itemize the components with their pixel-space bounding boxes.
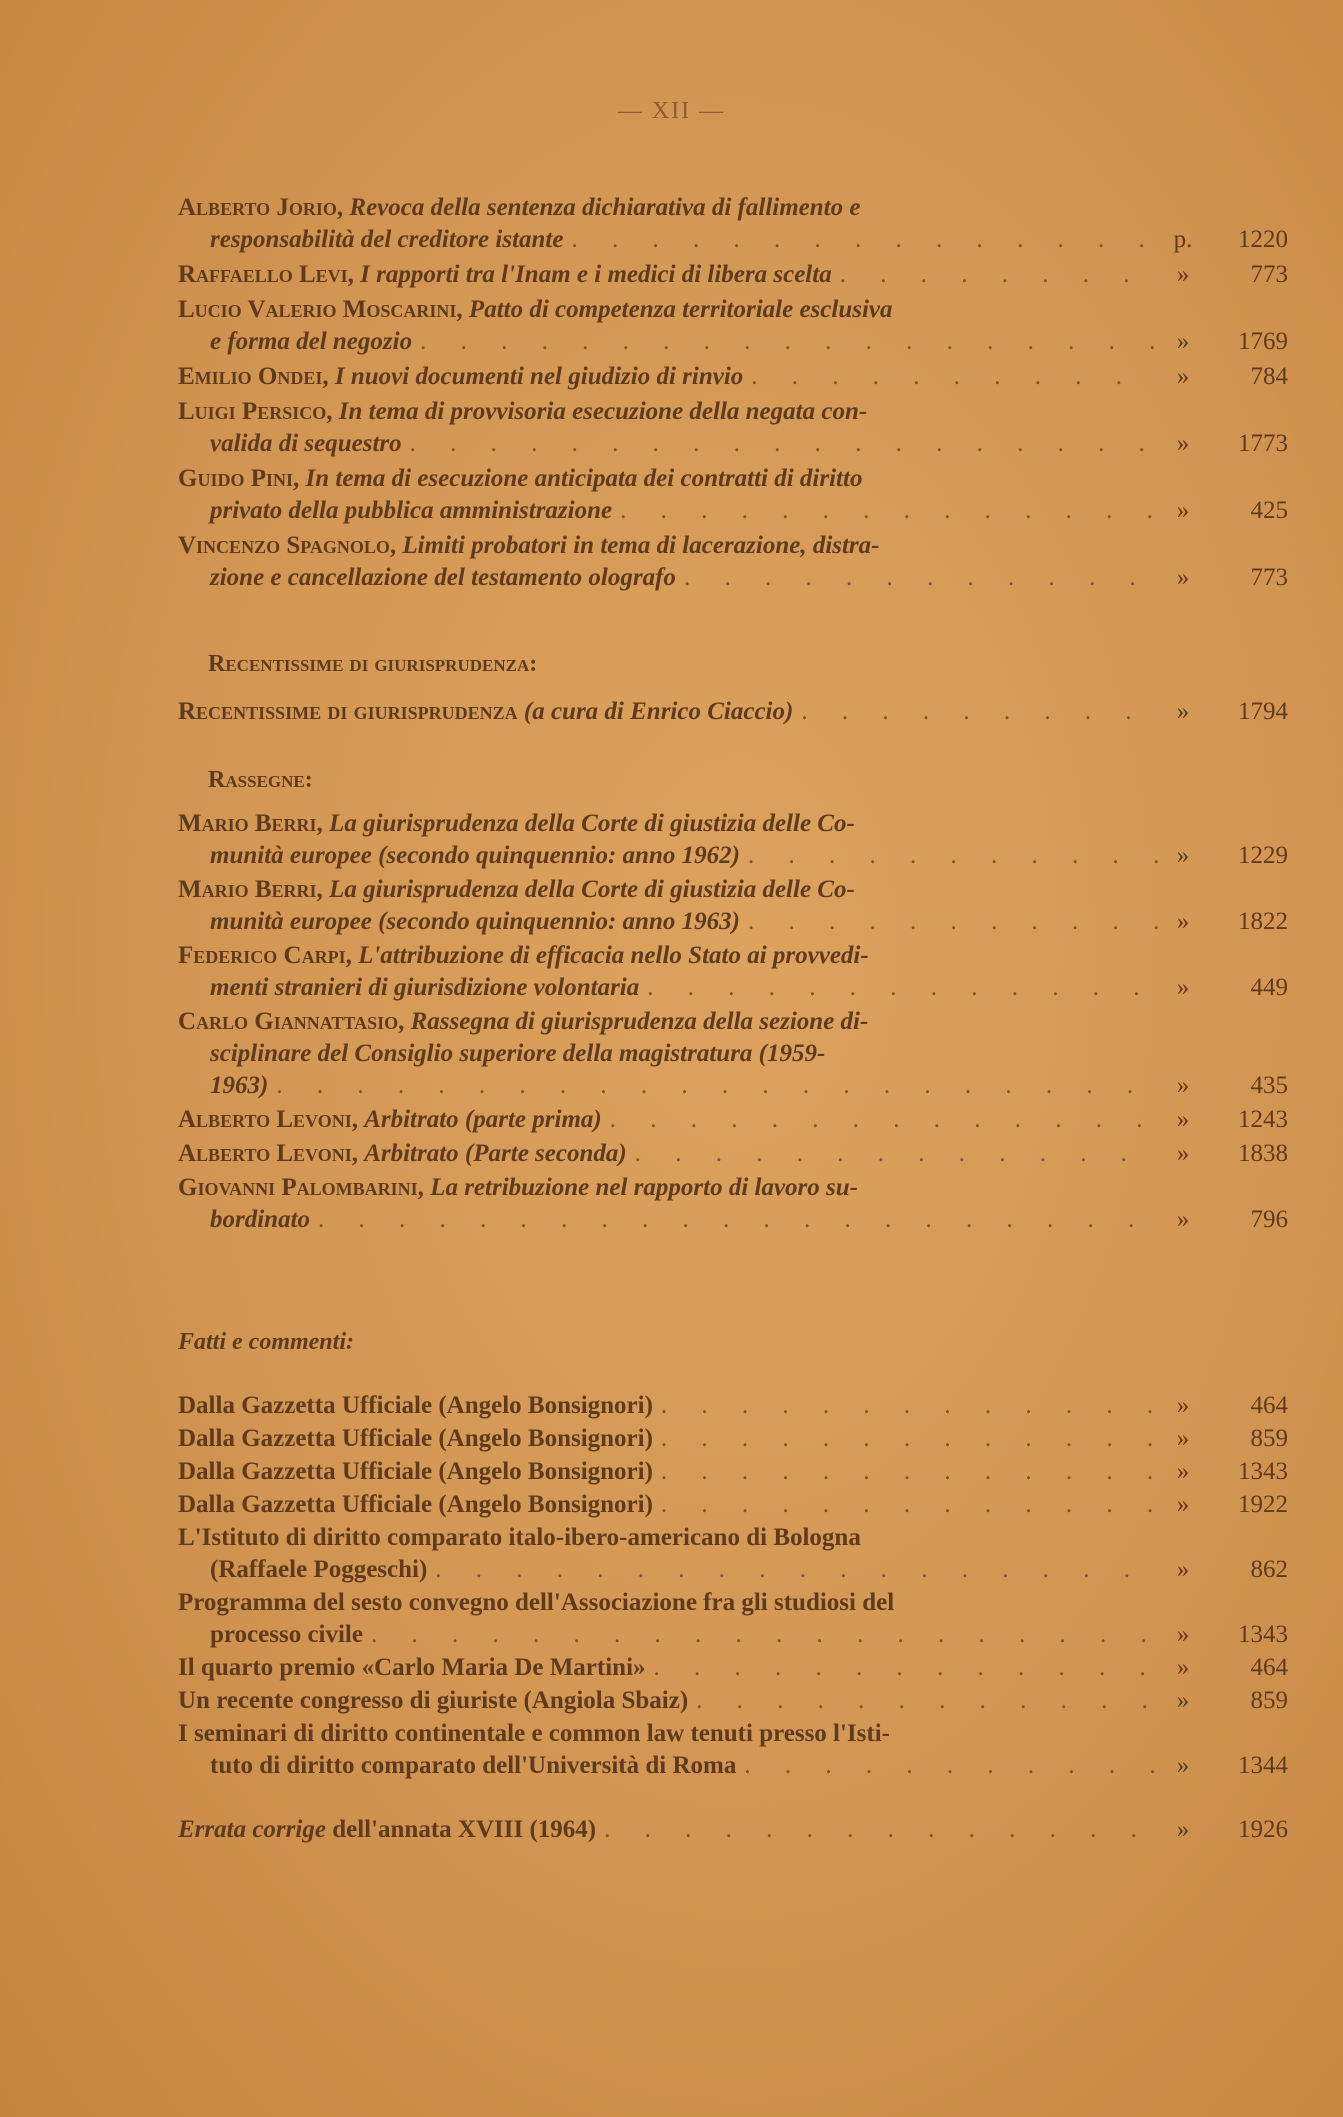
entry-title: Arbitrato (Parte seconda) — [364, 1140, 627, 1167]
entry-author: Mario Berri, — [178, 876, 323, 903]
entry-text — [210, 1619, 363, 1651]
entry-title: I rapporti tra l'Inam e i medici di libera scelta — [360, 261, 832, 288]
page-number: 1822 — [1238, 908, 1288, 935]
entry-text — [178, 808, 855, 840]
toc-entry — [178, 530, 1288, 594]
toc-entry — [178, 1489, 1288, 1521]
dot-leader — [740, 906, 1158, 938]
entry-line — [178, 1138, 1288, 1170]
section-heading: Fatti e commenti: — [178, 1329, 354, 1355]
page-marker: » — [1176, 1816, 1190, 1843]
entry-text — [178, 1685, 688, 1717]
toc-entry — [178, 1652, 1288, 1684]
entry-title: (a cura di Enrico Ciaccio) — [523, 698, 794, 725]
page-number: 435 — [1250, 1072, 1288, 1099]
page-number: 862 — [1250, 1556, 1288, 1583]
page-marker: » — [1176, 1392, 1190, 1419]
page-marker: » — [1176, 974, 1190, 1001]
toc-entry — [178, 1718, 1288, 1782]
toc-entry — [178, 361, 1288, 393]
page-number: 1838 — [1238, 1140, 1288, 1167]
entry-title: munità europee (secondo quinquennio: anno 1962) — [210, 842, 740, 869]
entry-line — [178, 1587, 1288, 1619]
section-heading: Recentissime di giurisprudenza: — [208, 651, 538, 677]
toc-entry — [178, 874, 1288, 938]
entry-text — [178, 874, 855, 906]
page-number: 1922 — [1238, 1491, 1288, 1518]
section-heading: Rassegne: — [208, 767, 313, 793]
toc-entry — [178, 1104, 1288, 1136]
entry-line — [178, 696, 1288, 728]
entry-title: munità europee (secondo quinquennio: anno 1963) — [210, 908, 740, 935]
entry-author: Federico Carpi, — [178, 942, 352, 969]
entry-text — [210, 1204, 310, 1236]
entry-text — [210, 972, 639, 1004]
entry-text — [210, 1038, 825, 1070]
page-number: 449 — [1250, 974, 1288, 1001]
entry-line — [178, 224, 1288, 256]
dot-leader — [653, 1489, 1158, 1521]
entry-text — [178, 1006, 868, 1038]
entry-line — [178, 874, 1288, 906]
entry-line — [178, 940, 1288, 972]
page-marker: » — [1176, 328, 1190, 355]
page-marker: » — [1176, 1106, 1190, 1133]
entry-line — [178, 1489, 1288, 1521]
page-number: 784 — [1250, 363, 1288, 390]
dot-leader — [736, 1750, 1158, 1782]
entry-author: Vincenzo Spagnolo, — [178, 532, 397, 559]
entry-title: Dalla Gazzetta Ufficiale (Angelo Bonsignori) — [178, 1392, 653, 1419]
entry-text — [178, 1489, 653, 1521]
entry-title: In tema di provvisoria esecuzione della negata con- — [338, 398, 868, 425]
entry-text — [178, 1172, 858, 1204]
entry-title: Revoca della sentenza dichiarativa di fallimento e — [349, 194, 861, 221]
dot-leader — [653, 1423, 1158, 1455]
entry-text — [178, 294, 893, 326]
entry-line — [178, 1006, 1288, 1038]
entry-line — [178, 1038, 1288, 1070]
entry-line — [178, 1685, 1288, 1717]
entry-text — [178, 192, 860, 224]
entry-title: Limiti probatori in tema di lacerazione, distra- — [402, 532, 880, 559]
dot-leader — [268, 1070, 1158, 1102]
entry-line — [178, 1554, 1288, 1586]
page-number: 796 — [1250, 1206, 1288, 1233]
toc-entry — [178, 696, 1288, 728]
dot-leader — [832, 259, 1158, 291]
dot-leader — [596, 1814, 1158, 1846]
page-number: 464 — [1250, 1654, 1288, 1681]
toc-entry — [178, 1006, 1288, 1102]
dot-leader — [653, 1390, 1158, 1422]
entry-title: bordinato — [210, 1206, 311, 1233]
entry-line — [178, 1456, 1288, 1488]
toc-entry — [178, 259, 1288, 291]
page-number: 1344 — [1238, 1752, 1288, 1779]
dot-leader — [627, 1138, 1158, 1170]
entry-text — [210, 224, 563, 256]
entry-line — [178, 530, 1288, 562]
dot-leader — [646, 1652, 1158, 1684]
entry-text — [178, 396, 867, 428]
entry-line — [178, 972, 1288, 1004]
entry-title: Dalla Gazzetta Ufficiale (Angelo Bonsignori) — [178, 1458, 653, 1485]
entry-line — [178, 1750, 1288, 1782]
entry-author: Carlo Giannattasio, — [178, 1008, 405, 1035]
entry-title: sciplinare del Consiglio superiore della magistratura (1959- — [210, 1040, 826, 1067]
toc-entry — [178, 1390, 1288, 1422]
entry-line — [178, 1070, 1288, 1102]
entry-line — [178, 1718, 1288, 1750]
entry-author: Luigi Persico, — [178, 398, 333, 425]
entry-text — [178, 361, 743, 393]
page-marker: » — [1176, 1072, 1190, 1099]
entry-text — [178, 696, 793, 728]
entry-author: Alberto Levoni, — [178, 1106, 358, 1133]
dot-leader — [740, 840, 1158, 872]
dot-leader — [639, 972, 1158, 1004]
entry-title: La retribuzione nel rapporto di lavoro su- — [430, 1174, 858, 1201]
page-marker: » — [1176, 1621, 1190, 1648]
errata-entry — [178, 1814, 1288, 1846]
entry-text — [178, 1652, 646, 1684]
entry-title: Dalla Gazzetta Ufficiale (Angelo Bonsignori) — [178, 1425, 653, 1452]
entry-line — [178, 1619, 1288, 1651]
entry-text — [178, 1138, 627, 1170]
page-marker: » — [1176, 363, 1190, 390]
dot-leader — [427, 1554, 1158, 1586]
entry-text — [178, 463, 862, 495]
toc-entry — [178, 192, 1288, 256]
entry-text — [178, 1718, 890, 1750]
page-marker: » — [1176, 1206, 1190, 1233]
entry-text — [210, 906, 740, 938]
entry-text — [210, 495, 612, 527]
entry-title: zione e cancellazione del testamento olografo — [210, 564, 676, 591]
dot-leader — [676, 562, 1158, 594]
entry-text — [210, 840, 740, 872]
toc-entry — [178, 940, 1288, 1004]
page-number: 1343 — [1238, 1458, 1288, 1485]
page-marker: » — [1176, 1654, 1190, 1681]
entry-line — [178, 1522, 1288, 1554]
entry-text — [178, 1423, 653, 1455]
toc-entry — [178, 396, 1288, 460]
entry-line — [178, 361, 1288, 393]
page-marker: » — [1176, 1491, 1190, 1518]
entry-title: valida di sequestro — [210, 430, 402, 457]
page-marker: » — [1176, 842, 1190, 869]
toc-entry — [178, 1423, 1288, 1455]
dot-leader — [743, 361, 1158, 393]
dot-leader — [310, 1204, 1158, 1236]
entry-line — [178, 326, 1288, 358]
entry-line — [178, 463, 1288, 495]
entry-text — [178, 1456, 653, 1488]
errata-label: Errata corrige — [178, 1816, 326, 1843]
fatti-section — [178, 1326, 1288, 1783]
entry-line — [178, 840, 1288, 872]
entry-line — [178, 294, 1288, 326]
page-number: 1769 — [1238, 328, 1288, 355]
entry-line — [178, 808, 1288, 840]
page-marker: p. — [1173, 226, 1193, 253]
entry-title: Arbitrato (parte prima) — [364, 1106, 602, 1133]
page-number: 859 — [1250, 1687, 1288, 1714]
entry-author: Raffaello Levi, — [178, 261, 354, 288]
entry-line — [178, 192, 1288, 224]
entry-title: privato della pubblica amministrazione — [210, 497, 613, 524]
entry-author: Alberto Levoni, — [178, 1140, 358, 1167]
page-number: 1343 — [1238, 1621, 1288, 1648]
entry-title: tuto di diritto comparato dell'Università di Roma — [210, 1752, 737, 1779]
page-number: 425 — [1250, 497, 1288, 524]
entry-line — [178, 1172, 1288, 1204]
entry-line — [178, 1390, 1288, 1422]
entry-line — [178, 1423, 1288, 1455]
page-marker: » — [1176, 908, 1190, 935]
entry-title: 1963) — [210, 1072, 269, 1099]
page-number: 773 — [1250, 261, 1288, 288]
entry-line — [178, 1104, 1288, 1136]
toc-entry — [178, 1172, 1288, 1236]
entry-text — [178, 259, 832, 291]
entry-line — [178, 495, 1288, 527]
page-number: 1243 — [1238, 1106, 1288, 1133]
entry-title: In tema di esecuzione anticipata dei contratti di diritto — [305, 465, 863, 492]
page-number: 1794 — [1238, 698, 1288, 725]
entry-title: La giurisprudenza della Corte di giustizia delle Co- — [329, 810, 855, 837]
entry-text — [178, 1104, 602, 1136]
dot-leader — [563, 224, 1158, 256]
entry-text — [178, 1522, 861, 1554]
entry-text — [178, 1587, 894, 1619]
errata-rest: dell'annata XVIII (1964) — [325, 1816, 597, 1843]
entry-title: menti stranieri di giurisdizione volontaria — [210, 974, 640, 1001]
dot-leader — [602, 1104, 1158, 1136]
page-marker: » — [1176, 564, 1190, 591]
entry-author: Alberto Jorio, — [178, 194, 344, 221]
page-marker: » — [1176, 1458, 1190, 1485]
entry-text — [210, 562, 676, 594]
toc-entry — [178, 1138, 1288, 1170]
dot-leader — [402, 428, 1158, 460]
entry-text — [178, 1814, 596, 1846]
entry-author: Guido Pini, — [178, 465, 300, 492]
entry-title: Patto di competenza territoriale esclusiva — [468, 296, 893, 323]
page-marker: » — [1176, 430, 1190, 457]
page-marker: » — [1176, 698, 1190, 725]
entry-title: I seminari di diritto continentale e common law tenuti presso l'Isti- — [178, 1720, 890, 1747]
page-marker: » — [1176, 1752, 1190, 1779]
recentissime-section — [178, 648, 1288, 728]
entry-title: Rassegna di giurisprudenza della sezione di- — [410, 1008, 869, 1035]
entry-line — [178, 428, 1288, 460]
page-marker: » — [1176, 1425, 1190, 1452]
entry-author: Emilio Ondei, — [178, 363, 329, 390]
entry-title: e forma del negozio — [210, 328, 413, 355]
page-number: 1773 — [1238, 430, 1288, 457]
toc-entry — [178, 1587, 1288, 1651]
entry-author: Recentissime di giurisprudenza — [178, 698, 518, 725]
page-marker: » — [1176, 1556, 1190, 1583]
page-marker: » — [1176, 1140, 1190, 1167]
dot-leader — [612, 495, 1158, 527]
page-marker: » — [1176, 497, 1190, 524]
entry-text — [210, 428, 402, 460]
entry-author: Giovanni Palombarini, — [178, 1174, 424, 1201]
entry-author: Lucio Valerio Moscarini, — [178, 296, 463, 323]
entry-text — [210, 1554, 427, 1586]
entry-title: La giurisprudenza della Corte di giustizia delle Co- — [329, 876, 855, 903]
entry-title: Dalla Gazzetta Ufficiale (Angelo Bonsignori) — [178, 1491, 653, 1518]
entry-line — [178, 396, 1288, 428]
entry-title: (Raffaele Poggeschi) — [210, 1556, 428, 1583]
entry-text — [178, 1390, 653, 1422]
toc-entry — [178, 1685, 1288, 1717]
entry-line — [178, 1204, 1288, 1236]
page-number: 1926 — [1238, 1816, 1288, 1843]
toc-entry — [178, 1456, 1288, 1488]
entry-text — [178, 530, 880, 562]
toc-entry — [178, 463, 1288, 527]
entry-title: processo civile — [210, 1621, 363, 1648]
rassegne-section — [178, 764, 1288, 1238]
entry-text — [210, 326, 412, 358]
entry-line — [178, 259, 1288, 291]
entry-title: I nuovi documenti nel giudizio di rinvio — [334, 363, 744, 390]
entry-line — [178, 1652, 1288, 1684]
dot-leader — [412, 326, 1158, 358]
articles-list — [178, 192, 1288, 597]
entry-title: Programma del sesto convegno dell'Associazione fra gli studiosi del — [178, 1589, 895, 1616]
page-folio: — XII — — [617, 98, 726, 124]
entry-text — [210, 1750, 736, 1782]
entry-title: Il quarto premio «Carlo Maria De Martini» — [178, 1654, 646, 1681]
page-number: 1229 — [1238, 842, 1288, 869]
entry-title: L'attribuzione di efficacia nello Stato ai provvedi- — [358, 942, 869, 969]
toc-entry — [178, 294, 1288, 358]
dot-leader — [653, 1456, 1158, 1488]
dot-leader — [363, 1619, 1158, 1651]
entry-line — [178, 906, 1288, 938]
toc-entry — [178, 808, 1288, 872]
page-number: 464 — [1250, 1392, 1288, 1419]
entry-title: L'Istituto di diritto comparato italo-ibero-americano di Bologna — [178, 1524, 861, 1551]
entry-author: Mario Berri, — [178, 810, 323, 837]
entry-text — [178, 940, 869, 972]
toc-entry — [178, 1522, 1288, 1586]
entry-title: responsabilità del creditore istante — [210, 226, 564, 253]
page-marker: » — [1176, 261, 1190, 288]
entry-text — [210, 1070, 268, 1102]
dot-leader — [793, 696, 1158, 728]
page-marker: » — [1176, 1687, 1190, 1714]
page-number: 859 — [1250, 1425, 1288, 1452]
entry-title: Un recente congresso di giuriste (Angiola Sbaiz) — [178, 1687, 689, 1714]
dot-leader — [688, 1685, 1158, 1717]
page-number: 1220 — [1238, 226, 1288, 253]
page-number: 773 — [1250, 564, 1288, 591]
entry-line — [178, 562, 1288, 594]
